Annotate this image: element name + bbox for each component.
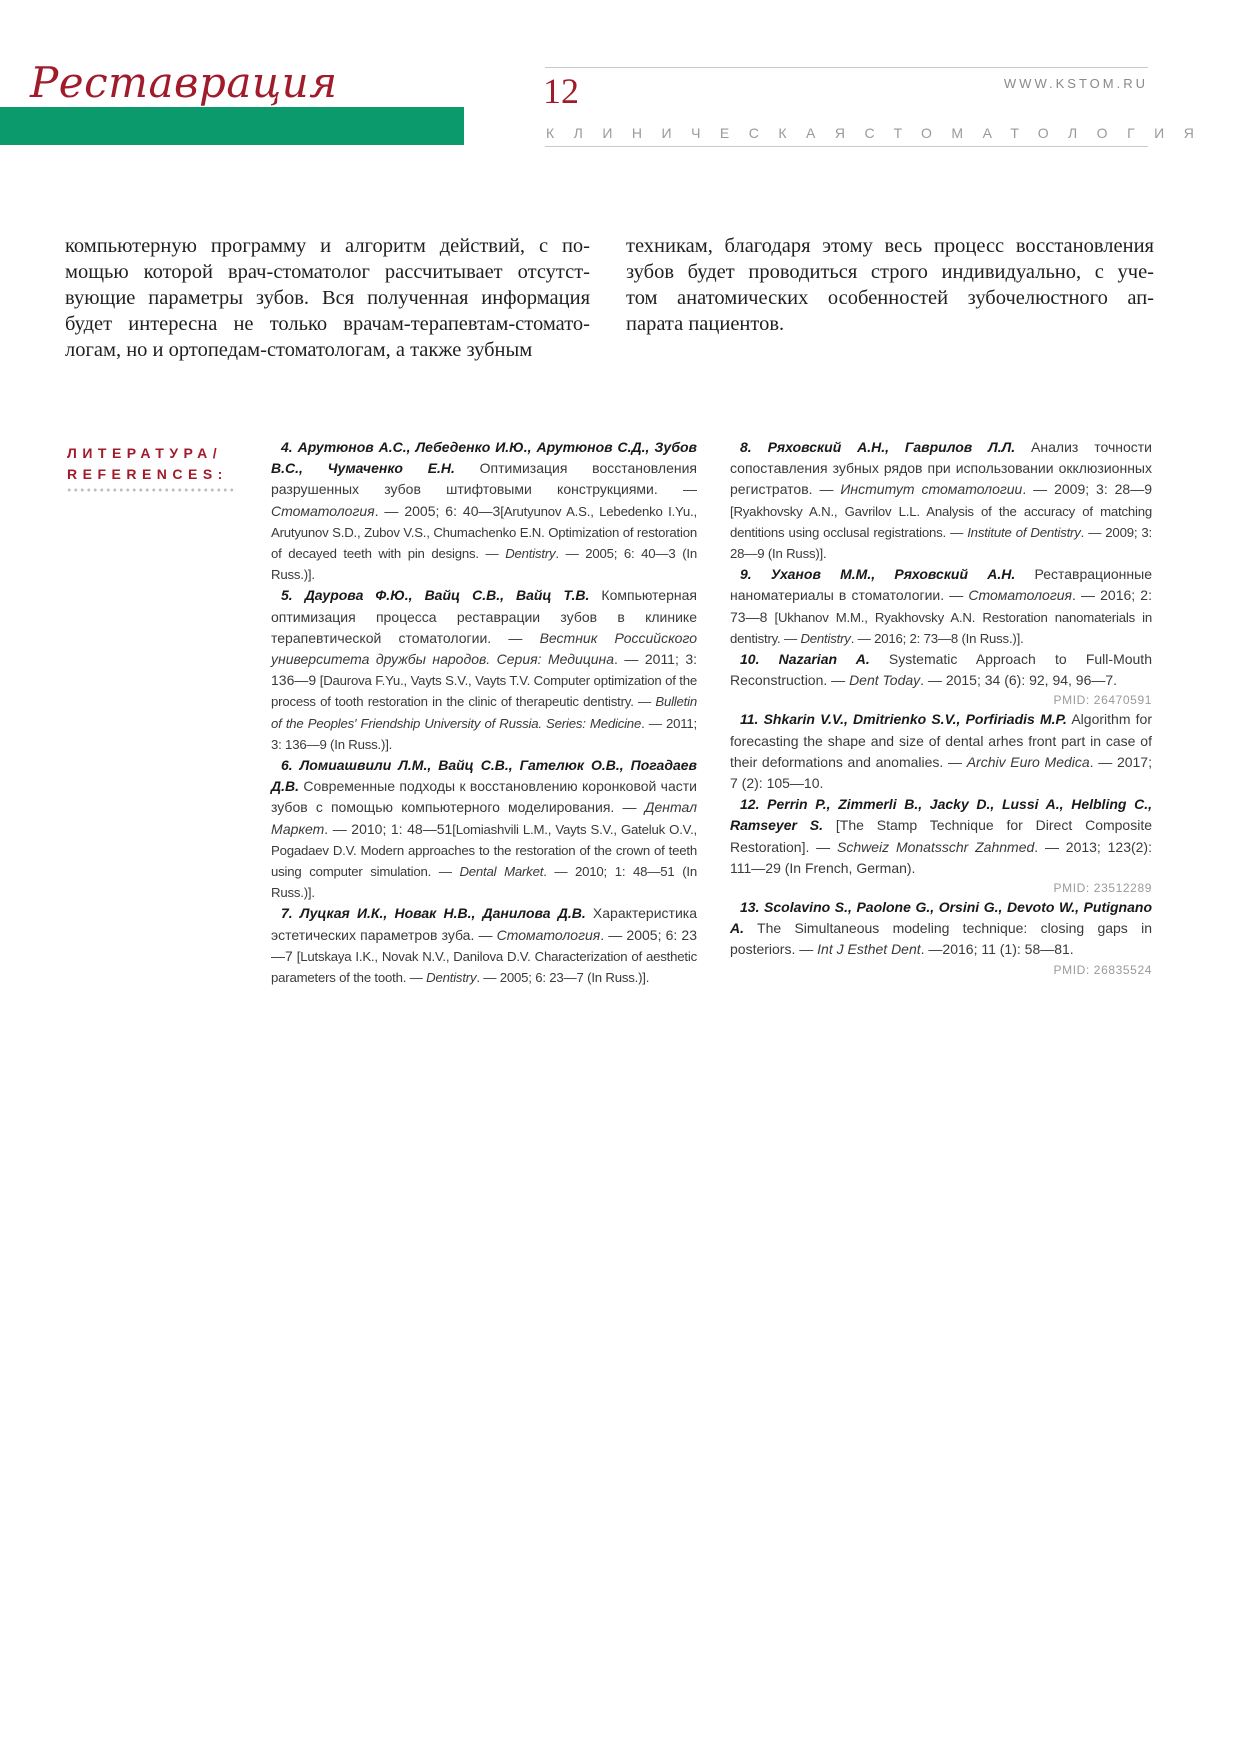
reference-translation-details: . — 2010; 1: 48—51 (In Russ.)].: [271, 864, 697, 901]
reference-translation-journal: Institute of Dentistry: [967, 524, 1081, 540]
reference-journal: Schweiz Monatsschr Zahnmed: [837, 838, 1035, 855]
header-rule-bottom: [545, 146, 1148, 147]
references-left-column: [271, 437, 697, 988]
reference-pmid: PMID: 23512289: [1053, 881, 1152, 896]
reference-journal: Archiv Euro Medica: [966, 753, 1090, 770]
dotted-divider: [66, 488, 236, 492]
reference-journal: Стоматология: [968, 587, 1072, 604]
reference-translation: [Arutyunov A.S., Lebedenko I.Yu., Arutyunov S.D., Zubov V.S., Chumachenko E.N. Optimization of restoration of decayed teeth with pin designs. —: [271, 503, 697, 562]
body-line: вующие параметры зубов. Вся полученная информация: [65, 287, 590, 309]
reference-translation: [Daurova F.Yu., Vayts S.V., Vayts T.V. Computer optimization of the process of tooth restoration in the clinic of therapeutic dentistry. —: [271, 673, 697, 710]
reference-pmid: PMID: 26470591: [1053, 693, 1152, 708]
journal-word-1: КЛИНИЧЕСКАЯ: [546, 125, 865, 141]
reference-journal: Стоматология: [271, 502, 375, 519]
body-line: будет интересна не только врачам-терапевтам-стомато-: [65, 313, 590, 335]
reference-entry: [730, 897, 1152, 961]
reference-entry: [730, 564, 1152, 649]
reference-details: . — 2013; 123(2): 111—29 (In French, German).: [730, 838, 1152, 876]
reference-details: . —2016; 11 (1): 58—81.: [920, 941, 1074, 958]
reference-title: Оптимизация восстановления разрушенных зубов штифтовыми конструкциями. —: [271, 460, 697, 498]
reference-title: Современные подходы к восстановлению коронковой части зубов с помощью компьютерного моделирования. —: [271, 778, 697, 816]
body-text-left-column: [65, 233, 590, 363]
references-heading-ru: ЛИТЕРАТУРА/: [67, 445, 223, 461]
page-number: 12: [543, 71, 579, 111]
reference-details: . — 2016; 2: 73—8: [730, 587, 1152, 625]
reference-title: The Simultaneous modeling technique: closing gaps in posteriors. —: [730, 920, 1152, 958]
reference-journal: Вестник Российского университета дружбы народов. Серия: Медицина: [271, 629, 698, 668]
reference-entry: [271, 755, 697, 903]
reference-authors: 9. Уханов М.М., Ряховский А.Н.: [740, 566, 1016, 583]
reference-entry: [271, 585, 697, 755]
reference-translation-details: . — 2005; 6: 40—3 (In Russ.)].: [271, 546, 697, 583]
reference-authors: 5. Даурова Ф.Ю., Вайц С.В., Вайц Т.В.: [281, 587, 590, 604]
reference-translation-details: . — 2016; 2: 73—8 (In Russ.)].: [850, 630, 1024, 646]
reference-details: . — 2005; 6: 23—7: [271, 926, 697, 964]
reference-translation-details: . — 2011; 3: 136—9 (In Russ.)].: [271, 715, 697, 752]
reference-journal: Int J Esthet Dent: [817, 941, 921, 958]
reference-translation: [Ryakhovsky A.N., Gavrilov L.L. Analysis of the accuracy of matching dentitions using occlusal registrations. —: [730, 503, 1152, 540]
body-line: мощью которой врач-стоматолог рассчитывает отсутст-: [65, 261, 590, 283]
reference-translation-journal: Dentistry: [426, 970, 477, 986]
reference-details: . — 2015; 34 (6): 92, 94, 96—7.: [920, 672, 1118, 689]
reference-translation-details: . — 2009; 3: 28—9 (In Russ)].: [730, 524, 1152, 562]
reference-entry: [271, 903, 697, 988]
reference-title: Компьютерная оптимизация процесса реставрации зубов в клинике терапевтической стоматологии. —: [271, 587, 697, 646]
reference-authors: 4. Арутюнов А.С., Лебеденко И.Ю., Арутюнов С.Д., Зубов В.С., Чумаченко Е.Н.: [271, 439, 697, 477]
reference-translation-details: . — 2005; 6: 23—7 (In Russ.)].: [476, 970, 650, 986]
body-line: логам, но и ортопедам-стоматологам, а также зубным: [65, 339, 533, 361]
reference-details: . — 2010; 1: 48—51: [324, 820, 453, 837]
reference-journal: Институт стоматологии: [840, 481, 1023, 498]
reference-title: Характеристика эстетических параметров зуба. —: [271, 905, 697, 943]
body-line: зубов будет проводиться строго индивидуально, с уче-: [626, 261, 1154, 283]
section-title: Реставрация: [30, 58, 338, 107]
reference-entry: [730, 437, 1152, 564]
reference-entry: [730, 794, 1152, 879]
reference-title: [The Stamp Technique for Direct Composite Restoration]. —: [730, 817, 1153, 855]
reference-authors: 13. Scolavino S., Paolone G., Orsini G., Devoto W., Putignano A.: [730, 899, 1152, 937]
body-line: том анатомических особенностей зубочелюстного ап-: [626, 287, 1154, 309]
references-heading-en: REFERENCES:: [67, 466, 228, 482]
reference-details: . — 2005; 6: 40—3: [374, 502, 501, 519]
reference-translation: [Ukhanov M.M., Ryakhovsky A.N. Restoration nanomaterials in dentistry. —: [730, 609, 1152, 646]
reference-translation-journal: Bulletin of the Peoples' Friendship University of Russia. Series: Medicine: [271, 694, 697, 731]
reference-journal: Dent Today: [849, 672, 921, 689]
reference-title: Algorithm for forecasting the shape and size of dental arhes front part in case of their deformations and anomalies. —: [730, 711, 1152, 770]
reference-authors: 8. Ряховский А.Н., Гаврилов Л.Л.: [740, 439, 1016, 455]
body-line: компьютерную программу и алгоритм действий, с по-: [65, 235, 590, 257]
reference-details: . — 2017; 7 (2): 105—10.: [730, 753, 1152, 792]
reference-title: Анализ точности сопоставления зубных рядов при использовании окклюзионных регистратов. —: [730, 439, 1153, 498]
reference-pmid: PMID: 26835524: [1053, 962, 1152, 977]
reference-authors: 12. Perrin P., Zimmerli B., Jacky D., Lussi A., Helbling C., Ramseyer S.: [730, 796, 1152, 834]
references-heading: [67, 443, 228, 485]
reference-authors: 6. Ломиашвили Л.М., Вайц С.В., Гателюк О.В., Погадаев Д.В.: [271, 757, 697, 795]
reference-details: . — 2011; 3: 136—9: [271, 651, 698, 689]
references-right-column: [730, 437, 1152, 979]
reference-entry: [730, 649, 1152, 691]
reference-entry: [271, 437, 697, 585]
reference-translation: [Lomiashvili L.M., Vayts S.V., Gateluk O.V., Pogadaev D.V. Modern approaches to the restoration of the crown of teeth using computer simulation. —: [271, 821, 697, 880]
reference-translation-journal: Dentistry: [505, 546, 556, 562]
reference-title: Реставрационные наноматериалы в стоматологии. —: [730, 566, 1152, 604]
reference-translation-journal: Dental Market: [459, 864, 544, 880]
reference-journal: Дентал Маркет: [271, 799, 697, 837]
reference-translation: [Lutskaya I.K., Novak N.V., Danilova D.V. Characterization of aesthetic parameters of the tooth. —: [271, 948, 697, 986]
body-text-right-column: [626, 233, 1154, 337]
reference-title: Systematic Approach to Full-Mouth Reconstruction. —: [730, 651, 1152, 689]
reference-authors: 11. Shkarin V.V., Dmitrienko S.V., Porfiriadis M.P.: [740, 711, 1067, 728]
reference-journal: Стоматология: [496, 926, 601, 943]
reference-authors: 7. Луцкая И.К., Новак Н.В., Данилова Д.В.: [281, 905, 586, 922]
reference-translation-journal: Dentistry: [800, 630, 851, 646]
journal-name: [546, 125, 1214, 141]
body-line: парата пациентов.: [626, 313, 785, 335]
site-url[interactable]: WWW.KSTOM.RU: [1003, 76, 1148, 91]
body-line: техникам, благодаря этому весь процесс восстановления: [626, 235, 1154, 257]
journal-word-2: СТОМАТОЛОГИЯ: [864, 125, 1214, 141]
reference-entry: [730, 709, 1152, 794]
header-rule-top: [545, 67, 1148, 68]
section-color-bar: [0, 107, 464, 145]
reference-authors: 10. Nazarian A.: [740, 651, 870, 668]
reference-details: . — 2009; 3: 28—9: [1022, 481, 1153, 498]
